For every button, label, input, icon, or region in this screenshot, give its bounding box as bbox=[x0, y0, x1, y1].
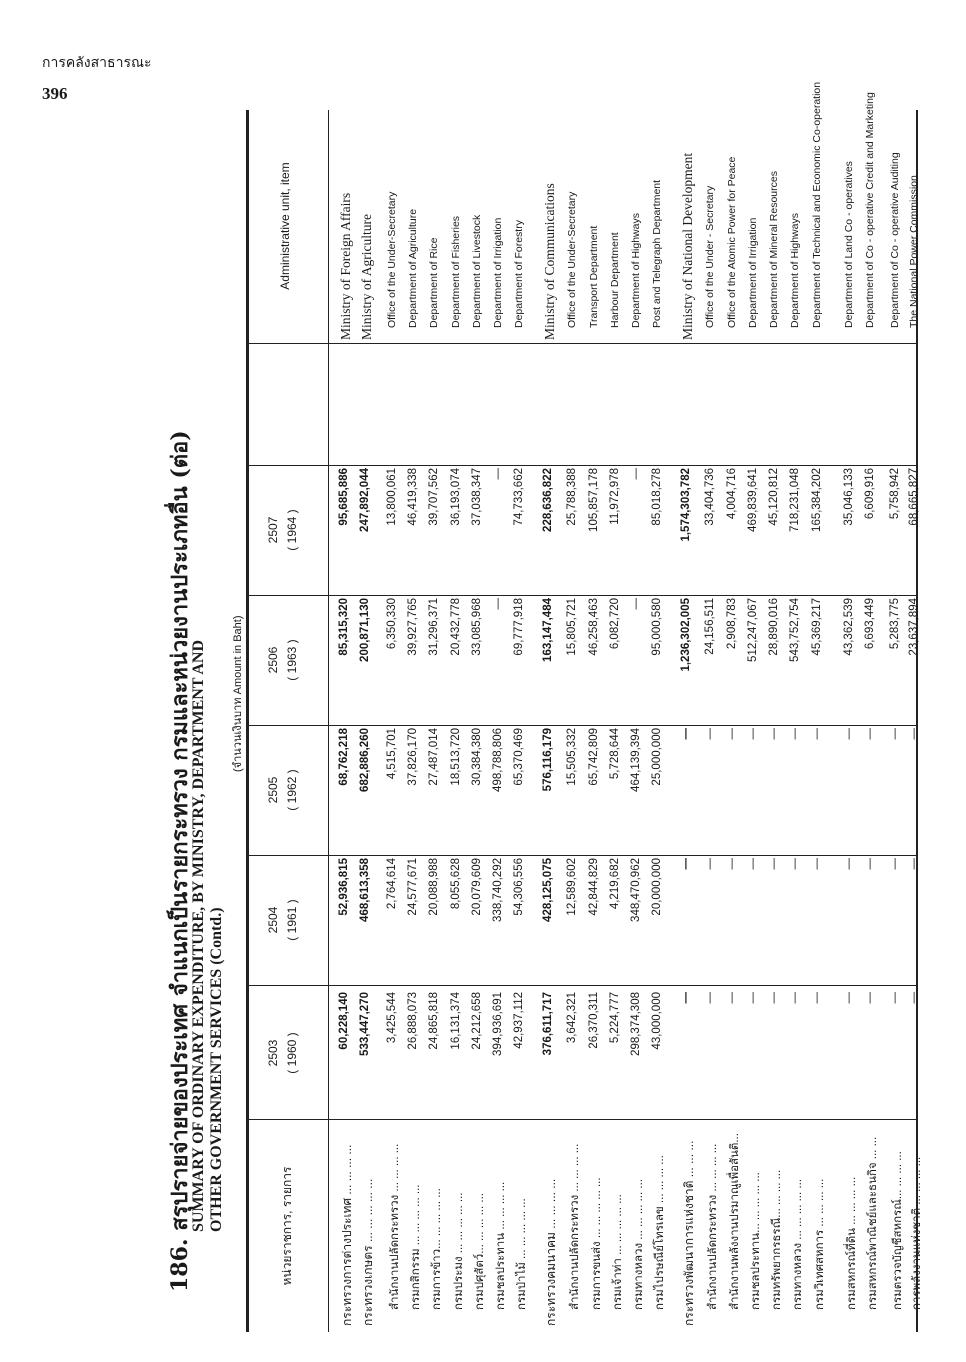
cell-value: 3,425,544 bbox=[385, 992, 398, 1044]
cell-value: — bbox=[768, 858, 781, 870]
cell-value: 6,082,720 bbox=[608, 598, 621, 650]
table-title-thai: 186. สรุปรายจ่ายของประเทศ จำแนกเป็นรายกระทรวง กรมและหน่วยงานประเภทอื่น (ต่อ) bbox=[167, 430, 193, 1292]
row-label-thai: กระทรวงคมนาคม ... ... ... ... bbox=[543, 1178, 558, 1326]
cell-value: 68,762,218 bbox=[338, 728, 350, 786]
cell-value: 718,231,048 bbox=[789, 468, 802, 532]
table-row bbox=[810, 81, 833, 1332]
cell-value: 46,419,338 bbox=[407, 468, 420, 526]
table-row bbox=[726, 110, 748, 1332]
row-label-thai: กรมปศุสัตว์... ... ... ... ... bbox=[473, 1193, 486, 1310]
year-header: 2507 ( 1964 ) bbox=[266, 509, 300, 551]
cell-value: 65,742,809 bbox=[587, 728, 600, 786]
row-label-english: Harbour Department bbox=[608, 232, 621, 328]
cell-value: 20,432,778 bbox=[449, 598, 462, 656]
cell-value: 35,046,133 bbox=[842, 468, 855, 526]
cell-value: 105,857,178 bbox=[587, 468, 600, 532]
cell-value: — bbox=[746, 992, 759, 1004]
table-row bbox=[588, 110, 610, 1332]
row-label-english: Office of the Under-Secretary bbox=[566, 191, 579, 328]
row-label-thai: กรมไปรษณีย์โทรเลข ... ... ... ... bbox=[654, 1155, 667, 1310]
row-label-english: Department of Land Co - operatives bbox=[842, 161, 855, 328]
cell-value: — bbox=[842, 728, 855, 740]
cell-value: 3,642,321 bbox=[566, 992, 579, 1044]
cell-value: 469,839,641 bbox=[746, 468, 759, 532]
row-label-thai: กรมการขนส่ง ... ... ... ... ... bbox=[590, 1177, 603, 1310]
table-row bbox=[789, 110, 811, 1332]
cell-value: 5,728,644 bbox=[608, 728, 621, 780]
cell-value: — bbox=[888, 858, 901, 870]
cell-value: 25,000,000 bbox=[651, 728, 664, 786]
cell-value: 43,362,539 bbox=[842, 598, 855, 656]
row-label-english: The National Power Commission bbox=[908, 175, 920, 328]
table-row bbox=[863, 92, 886, 1332]
year-header: 2503 ( 1960 ) bbox=[266, 1032, 300, 1074]
cell-value: 31,296,371 bbox=[428, 598, 441, 656]
table-row bbox=[609, 110, 631, 1332]
cell-value: 52,936,815 bbox=[338, 858, 350, 916]
cell-value: — bbox=[863, 992, 876, 1004]
cell-value: 163,147,484 bbox=[541, 598, 554, 662]
table-row bbox=[651, 110, 673, 1332]
row-label-thai: สำนักงานปลัดกระทรวง ... ... ... ... bbox=[707, 1143, 720, 1310]
cell-value: 65,370,469 bbox=[513, 728, 526, 786]
units-note: (จำนวนเงินบาท Amount in Baht) bbox=[232, 615, 244, 772]
cell-value: 576,116,179 bbox=[541, 728, 554, 792]
cell-value: 95,685,886 bbox=[338, 468, 350, 526]
cell-value: 39,927,765 bbox=[407, 598, 420, 656]
cell-value: — bbox=[908, 728, 920, 740]
cell-value: 6,350,330 bbox=[385, 598, 398, 650]
row-label-thai: กรมเจ้าท่า ... ... ... ... ... bbox=[611, 1194, 624, 1310]
cell-value: — bbox=[908, 992, 920, 1004]
cell-value: — bbox=[630, 598, 643, 610]
row-label-thai: กรมวิเทศสหการ ... ... ... ... bbox=[813, 1178, 826, 1310]
table-row bbox=[492, 110, 514, 1332]
table-row bbox=[428, 110, 450, 1332]
row-label-english: Department of Mineral Resources bbox=[768, 171, 781, 328]
row-label-english: Office of the Under-Secretary bbox=[385, 191, 398, 328]
cell-value: 28,890,016 bbox=[768, 598, 781, 656]
rotated-table bbox=[160, 81, 923, 1332]
row-label-english: Ministry of Communications bbox=[541, 183, 557, 340]
cell-value: 2,908,783 bbox=[725, 598, 738, 650]
cell-value: 543,752,754 bbox=[789, 598, 802, 662]
row-label-english: Post and Telegraph Department bbox=[651, 179, 664, 328]
cell-value: 376,611,717 bbox=[541, 992, 554, 1056]
cell-value: 4,004,716 bbox=[725, 468, 738, 520]
row-label-thai: กรมตรวจบัญชีสหกรณ์... ... ... ... bbox=[891, 1151, 904, 1310]
cell-value: 498,788,806 bbox=[492, 728, 504, 792]
row-label-thai: สำนักงานพลังงานปรมาณูเพื่อสันติ... bbox=[728, 1133, 741, 1310]
cell-value: — bbox=[842, 992, 855, 1004]
cell-value: 20,079,609 bbox=[470, 858, 483, 916]
row-label-english: Office of the Under - Secretary bbox=[704, 185, 717, 328]
cell-value: — bbox=[679, 992, 692, 1004]
cell-value: — bbox=[789, 728, 802, 740]
cell-value: 18,513,720 bbox=[449, 728, 462, 786]
cell-value: 24,865,818 bbox=[428, 992, 441, 1050]
table-row bbox=[747, 110, 769, 1332]
cell-value: 8,055,628 bbox=[449, 858, 462, 910]
row-label-thai: กระทรวงพัฒนาการแห่งชาติ ... ... ... bbox=[681, 1140, 696, 1326]
cell-value: 45,369,217 bbox=[810, 598, 823, 656]
table-row bbox=[359, 110, 381, 1332]
table-row bbox=[768, 110, 790, 1332]
row-label-thai: กรมชลประทาน ... ... ... ... bbox=[495, 1181, 507, 1310]
cell-value: — bbox=[492, 598, 504, 610]
cell-value: — bbox=[863, 728, 876, 740]
cell-value: 20,000,000 bbox=[651, 858, 664, 916]
cell-value: 37,038,347 bbox=[470, 468, 483, 526]
cell-value: 298,374,308 bbox=[630, 992, 643, 1056]
table-row bbox=[407, 110, 429, 1332]
cell-value: 33,404,736 bbox=[704, 468, 717, 526]
cell-value: 20,088,988 bbox=[428, 858, 441, 916]
cell-value: 95,000,580 bbox=[651, 598, 664, 656]
table-row bbox=[542, 110, 564, 1332]
row-label-english: Office of the Atomic Power for Peace bbox=[725, 156, 738, 328]
cell-value: 68,665,827 bbox=[908, 468, 920, 526]
cell-value: 16,131,374 bbox=[449, 992, 462, 1050]
cell-value: 24,577,671 bbox=[407, 858, 420, 916]
cell-value: 11,972,978 bbox=[608, 468, 621, 525]
cell-value: 24,156,511 bbox=[704, 598, 717, 655]
cell-value: 24,212,658 bbox=[470, 992, 483, 1050]
cell-value: 5,224,777 bbox=[608, 992, 621, 1044]
row-label-english: Department of Co - operative Auditing bbox=[888, 152, 901, 328]
row-label-thai: กรมทางหลวง ... ... ... ... ... bbox=[633, 1179, 646, 1310]
table-row bbox=[471, 110, 493, 1332]
cell-value: — bbox=[810, 992, 823, 1004]
row-label-thai: กรมประมง ... ... ... ... ... bbox=[452, 1192, 465, 1310]
cell-value: 60,228,140 bbox=[338, 992, 350, 1050]
row-label-thai: กรมการข้าว... ... ... ... ... bbox=[431, 1188, 444, 1310]
cell-value: 43,000,000 bbox=[651, 992, 664, 1050]
cell-value: — bbox=[863, 858, 876, 870]
row-label-thai: กระทรวงการต่างประเทศ ... ... ... ... bbox=[340, 1144, 354, 1326]
row-label-english: Department of Forestry bbox=[513, 220, 526, 328]
cell-value: — bbox=[888, 992, 901, 1004]
row-label-thai: กรมป่าไม้ ... ... ... ... ... bbox=[516, 1198, 529, 1310]
cell-value: 165,384,202 bbox=[810, 468, 823, 532]
cell-value: 39,707,562 bbox=[428, 468, 441, 526]
row-label-thai: กรมสหกรณ์ที่ดิน ... ... ... ... bbox=[845, 1176, 858, 1310]
cell-value: — bbox=[704, 992, 717, 1004]
year-header: 2504 ( 1961 ) bbox=[266, 899, 300, 941]
row-label-english: Department of Livestock bbox=[470, 214, 483, 328]
cell-value: 533,447,270 bbox=[359, 992, 372, 1056]
cell-value: 27,487,014 bbox=[428, 728, 441, 786]
row-label-english: Transport Department bbox=[587, 225, 600, 328]
cell-value: 5,283,775 bbox=[888, 598, 901, 650]
cell-value: 428,125,075 bbox=[541, 858, 554, 922]
table-row bbox=[630, 110, 652, 1332]
cell-value: 5,758,942 bbox=[888, 468, 901, 520]
table-title-english-2: OTHER GOVERNMENT SERVICES (Contd.) bbox=[208, 907, 225, 1232]
row-label-english: Department of Co - operative Credit and Marketing bbox=[863, 92, 876, 328]
page-number: 396 bbox=[42, 84, 68, 103]
col-header-english: Administrative unit, item bbox=[278, 162, 292, 290]
cell-value: 4,219,682 bbox=[608, 858, 621, 910]
cell-value: — bbox=[704, 728, 717, 740]
row-label-thai: กรมกสิกรรม ... ... ... ... ... bbox=[410, 1184, 423, 1310]
cell-value: 464,139,394 bbox=[630, 728, 643, 792]
cell-value: 69,777,918 bbox=[513, 598, 526, 656]
cell-value: 42,844,829 bbox=[587, 858, 600, 916]
cell-value: — bbox=[679, 858, 692, 870]
cell-value: — bbox=[746, 728, 759, 740]
row-label-english: Ministry of Agriculture bbox=[359, 214, 375, 340]
row-label-thai: กรมทางหลวง ... ... ... ... ... bbox=[792, 1179, 805, 1310]
table-row bbox=[843, 110, 865, 1332]
cell-value: 54,306,556 bbox=[513, 858, 526, 916]
cell-value: — bbox=[768, 992, 781, 1004]
row-label-thai: สำนักงานปลัดกระทรวง ... ... ... ... bbox=[388, 1143, 401, 1310]
cell-value: 468,613,358 bbox=[359, 858, 372, 922]
cell-value: 46,258,463 bbox=[587, 598, 600, 656]
cell-value: — bbox=[725, 858, 738, 870]
row-label-thai: กรมสหกรณ์พาณิชย์และธนกิจ ... ... bbox=[866, 1136, 879, 1310]
year-header: 2506 ( 1963 ) bbox=[266, 639, 300, 681]
cell-value: 4,515,701 bbox=[385, 728, 398, 780]
year-header: 2505 ( 1962 ) bbox=[266, 769, 300, 811]
cell-value: — bbox=[842, 858, 855, 870]
cell-value: 682,886,260 bbox=[359, 728, 372, 792]
row-label-thai: กรมชลประทาน... ... ... ... ... bbox=[749, 1172, 762, 1310]
table-row bbox=[704, 110, 726, 1332]
cell-value: 12,589,602 bbox=[566, 858, 579, 916]
cell-value: 85,315,320 bbox=[338, 598, 350, 656]
row-label-thai: กรมทรัพยากรธรณี... ... ... ... bbox=[771, 1169, 784, 1310]
header-rule bbox=[328, 110, 329, 1332]
cell-value: 45,120,812 bbox=[768, 468, 781, 526]
cell-value: — bbox=[768, 728, 781, 740]
cell-value: 1,236,302,005 bbox=[679, 598, 692, 672]
cell-value: — bbox=[725, 728, 738, 740]
cell-value: — bbox=[810, 728, 823, 740]
cell-value: 15,505,332 bbox=[566, 728, 579, 786]
cell-value: 74,733,662 bbox=[513, 468, 526, 526]
cell-value: — bbox=[725, 992, 738, 1004]
cell-value: — bbox=[492, 468, 504, 480]
table-row bbox=[386, 110, 408, 1332]
table-row bbox=[338, 110, 360, 1332]
cell-value: 25,788,388 bbox=[566, 468, 579, 526]
table-row bbox=[450, 110, 472, 1332]
cell-value: — bbox=[789, 858, 802, 870]
row-label-english: Department of Highways bbox=[630, 213, 643, 328]
row-label-english: Department of Rice bbox=[428, 237, 441, 328]
cell-value: 13,800,061 bbox=[385, 468, 398, 526]
cell-value: 512,247,067 bbox=[746, 598, 759, 662]
cell-value: 30,384,380 bbox=[470, 728, 483, 786]
cell-value: 2,764,614 bbox=[385, 858, 398, 910]
cell-value: 338,740,292 bbox=[492, 858, 504, 922]
table-row bbox=[513, 110, 535, 1332]
row-label-english: Department of Technical and Economic Co-operation bbox=[810, 81, 823, 328]
cell-value: 200,871,130 bbox=[359, 598, 372, 662]
page-section-label: การคลังสาธารณะ bbox=[42, 55, 152, 71]
cell-value: — bbox=[679, 728, 692, 740]
cell-value: 6,609,916 bbox=[863, 468, 876, 520]
cell-value: — bbox=[704, 858, 717, 870]
row-label-english: Department of Irrigation bbox=[746, 217, 759, 328]
table-title-english-1: SUMMARY OF ORDINARY EXPENDITURE, BY MINISTRY, DEPARTMENT AND bbox=[190, 639, 207, 1232]
row-label-english: Ministry of Foreign Affairs bbox=[338, 192, 353, 340]
cell-value: 85,018,278 bbox=[651, 468, 664, 526]
cell-value: — bbox=[888, 728, 901, 740]
cell-value: 26,370,311 bbox=[587, 992, 600, 1049]
cell-value: — bbox=[630, 468, 643, 480]
cell-value: 23,637,894 bbox=[908, 598, 920, 656]
row-label-thai: กระทรวงเกษตร ... ... ... ... ... bbox=[361, 1178, 376, 1326]
cell-value: 6,693,449 bbox=[863, 598, 876, 650]
cell-value: — bbox=[908, 858, 920, 870]
cell-value: — bbox=[810, 858, 823, 870]
row-label-english: Department of Agriculture bbox=[407, 208, 420, 328]
cell-value: 1,574,303,782 bbox=[679, 468, 692, 542]
cell-value: 33,085,968 bbox=[470, 598, 483, 656]
cell-value: 26,888,073 bbox=[407, 992, 420, 1050]
table-row bbox=[566, 110, 588, 1332]
cell-value: 348,470,962 bbox=[630, 858, 643, 922]
cell-value: 228,636,822 bbox=[541, 468, 554, 532]
row-label-english: Ministry of National Development bbox=[679, 152, 695, 340]
cell-value: — bbox=[746, 858, 759, 870]
table-top-rule bbox=[246, 110, 249, 1332]
cell-value: 15,805,721 bbox=[566, 598, 579, 656]
row-label-english: Department of Irrigation bbox=[492, 217, 504, 328]
table-row bbox=[680, 110, 702, 1332]
cell-value: 37,826,170 bbox=[407, 728, 420, 786]
cell-value: 36,193,074 bbox=[449, 468, 462, 526]
row-label-english: Department of Highways bbox=[789, 213, 802, 328]
col-header-thai: หน่วยราชการ, รายการ bbox=[280, 1166, 294, 1286]
row-label-thai: สำนักงานปลัดกระทรวง ... ... ... ... bbox=[569, 1143, 582, 1310]
cell-value: — bbox=[789, 992, 802, 1004]
cell-value: 42,937,112 bbox=[513, 992, 526, 1049]
cell-value: 394,936,691 bbox=[492, 992, 504, 1056]
row-label-english: Department of Fisheries bbox=[449, 215, 462, 328]
cell-value: 247,892,044 bbox=[359, 468, 372, 532]
row-label-thai: การพลังงานแห่งชาติ ... ... ... ... bbox=[911, 1156, 923, 1310]
table-row bbox=[908, 110, 930, 1332]
